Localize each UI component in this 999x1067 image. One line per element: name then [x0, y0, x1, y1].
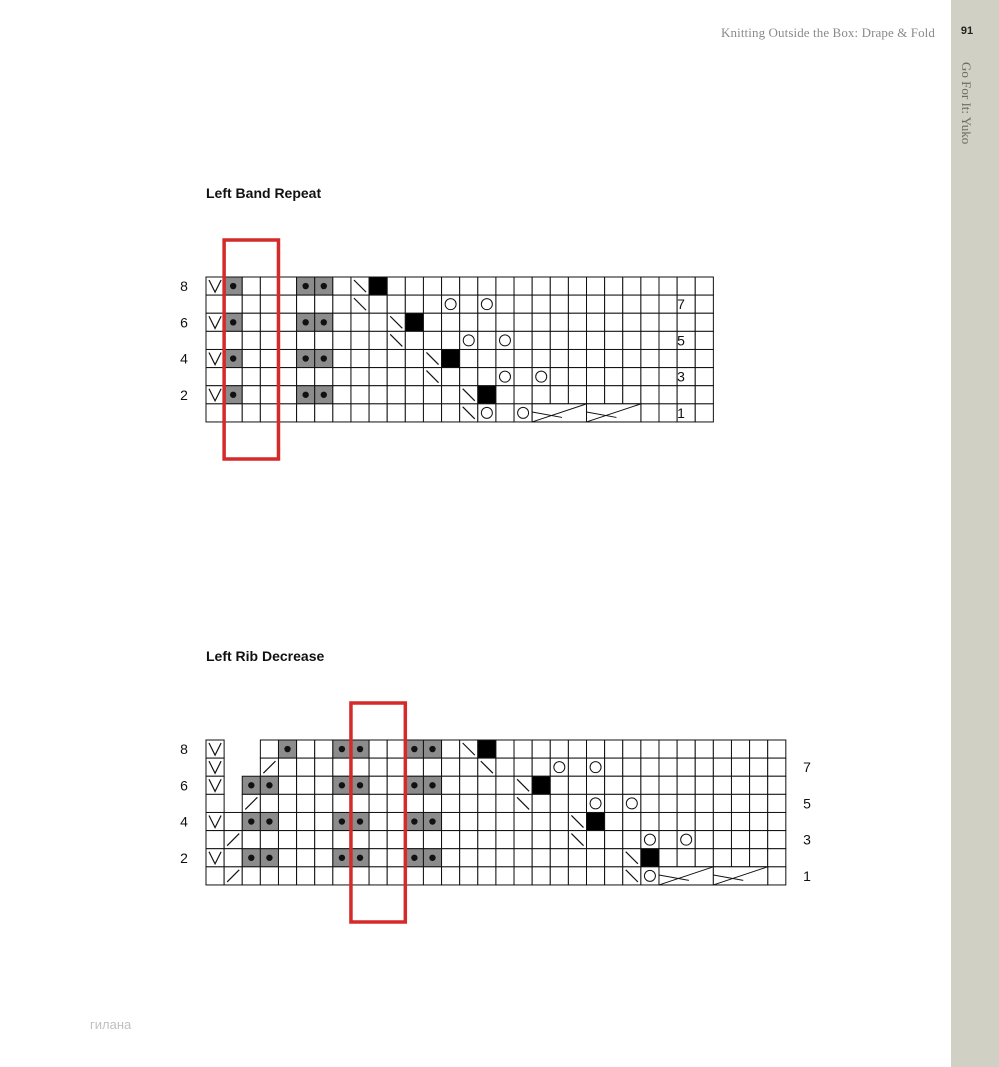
chart-cell	[641, 867, 659, 885]
chart-cell	[387, 831, 405, 849]
chart-cell	[750, 758, 768, 776]
watermark: гилана	[90, 1017, 132, 1032]
chart-cell	[532, 740, 550, 758]
row-number-right: 1	[677, 404, 685, 421]
chart-cell	[278, 758, 296, 776]
chart-cell	[731, 812, 749, 830]
purl-dot-icon	[357, 782, 363, 788]
chart-cell	[768, 812, 786, 830]
chart-cell	[442, 794, 460, 812]
chart-cell	[242, 831, 260, 849]
purl-dot-icon	[266, 855, 272, 861]
chart-cell	[297, 849, 315, 867]
row-number-left: 8	[180, 741, 188, 758]
chart-cell	[442, 849, 460, 867]
chart-cell	[423, 794, 441, 812]
purl-dot-icon	[266, 818, 272, 824]
chart-cell	[405, 867, 423, 885]
chart-cell	[587, 794, 605, 812]
chart-cell	[550, 758, 568, 776]
row-number-right: 3	[803, 831, 811, 848]
chart-cell	[478, 831, 496, 849]
row-number-left: 6	[180, 777, 188, 794]
chart-cell	[713, 740, 731, 758]
chart-cell	[677, 740, 695, 758]
chart-cell	[659, 758, 677, 776]
chart-cell	[695, 776, 713, 794]
chart-cell	[550, 776, 568, 794]
purl-dot-icon	[248, 782, 254, 788]
chart-cell	[297, 758, 315, 776]
chart-cell	[297, 740, 315, 758]
chart-cell	[750, 740, 768, 758]
chart-cell	[514, 740, 532, 758]
chart-cell	[351, 867, 369, 885]
page-number: 91	[960, 25, 974, 37]
chart-cell	[532, 776, 550, 794]
chart-cell	[442, 776, 460, 794]
chart-cell	[369, 812, 387, 830]
chart-cell	[387, 849, 405, 867]
chart-cell	[297, 867, 315, 885]
chart-cell	[605, 776, 623, 794]
chart-cell	[387, 812, 405, 830]
chart-cell	[423, 831, 441, 849]
row-number-right: 5	[677, 332, 685, 349]
chart-cell	[677, 831, 695, 849]
chart-cell	[315, 740, 333, 758]
chart-cell	[478, 794, 496, 812]
chart-cell	[333, 794, 351, 812]
chart-cell	[550, 831, 568, 849]
chart-cell	[496, 867, 514, 885]
chart-cell	[659, 812, 677, 830]
chart-cell	[369, 831, 387, 849]
chart-cell	[568, 740, 586, 758]
chart-cell	[387, 776, 405, 794]
purl-dot-icon	[339, 782, 345, 788]
purl-dot-icon	[357, 746, 363, 752]
chart-cell	[713, 758, 731, 776]
running-header: Knitting Outside the Box: Drape & Fold	[721, 25, 935, 40]
purl-dot-icon	[411, 782, 417, 788]
row-number-right: 7	[803, 759, 811, 776]
chart-cell	[532, 758, 550, 776]
chart-cell	[768, 867, 786, 885]
chart-cell	[677, 776, 695, 794]
chart-cell	[442, 812, 460, 830]
chart-cell	[587, 812, 605, 830]
chart-cell	[315, 776, 333, 794]
chart-cell	[224, 849, 242, 867]
chart-cell	[532, 794, 550, 812]
chart-cell	[369, 867, 387, 885]
chart-cell	[532, 867, 550, 885]
chart-cell	[278, 776, 296, 794]
purl-dot-icon	[429, 782, 435, 788]
chart-cell	[731, 776, 749, 794]
purl-dot-icon	[339, 818, 345, 824]
chart-title-left-rib-decrease: Left Rib Decrease	[206, 648, 325, 664]
chart-cell	[315, 867, 333, 885]
chart-cell	[442, 740, 460, 758]
purl-dot-icon	[411, 855, 417, 861]
chart-cell	[713, 794, 731, 812]
chart-cell	[623, 740, 641, 758]
chart-cell	[695, 794, 713, 812]
chart-cell	[496, 740, 514, 758]
chart-cell	[496, 849, 514, 867]
chart-cell	[731, 794, 749, 812]
chart-cell	[713, 776, 731, 794]
chart-cell	[423, 758, 441, 776]
chart-cell	[677, 758, 695, 776]
chart-cell	[659, 776, 677, 794]
row-number-right: 7	[677, 296, 685, 313]
chart-cell	[623, 812, 641, 830]
chart-cell	[695, 831, 713, 849]
chart-cell	[605, 812, 623, 830]
chart-cell	[695, 849, 713, 867]
purl-dot-icon	[429, 818, 435, 824]
chart-cell	[587, 867, 605, 885]
chart-cell	[641, 740, 659, 758]
chart-cell	[641, 776, 659, 794]
chart-cell	[224, 812, 242, 830]
sidebar-strip	[951, 0, 999, 1067]
purl-dot-icon	[248, 855, 254, 861]
chart-cell	[496, 776, 514, 794]
chart-cell	[351, 831, 369, 849]
chart-cell	[623, 794, 641, 812]
chart-cell	[659, 849, 677, 867]
chart-cell	[478, 849, 496, 867]
purl-dot-icon	[266, 782, 272, 788]
chart-cell	[768, 831, 786, 849]
row-number-left: 6	[180, 314, 188, 331]
chart-cell	[532, 831, 550, 849]
chart-cell	[568, 867, 586, 885]
chart-cell	[695, 758, 713, 776]
purl-dot-icon	[357, 818, 363, 824]
chart-cell	[568, 776, 586, 794]
chart-cell	[478, 776, 496, 794]
row-number-left: 2	[180, 386, 188, 403]
purl-dot-icon	[411, 746, 417, 752]
chart-cell	[297, 776, 315, 794]
chart-cell	[514, 812, 532, 830]
chart-cell	[641, 758, 659, 776]
chart-cell	[278, 794, 296, 812]
chart-cell	[278, 849, 296, 867]
chart-cell	[478, 812, 496, 830]
chart-cell	[460, 812, 478, 830]
chart-title-left-band-repeat: Left Band Repeat	[206, 185, 322, 201]
chart-cell	[568, 849, 586, 867]
chart-cell	[677, 849, 695, 867]
chart-cell	[750, 831, 768, 849]
chart-cell	[333, 758, 351, 776]
chart-cell	[405, 831, 423, 849]
chart-cell	[750, 849, 768, 867]
chart-cell	[496, 831, 514, 849]
chart-cell	[532, 849, 550, 867]
chart-cell	[442, 831, 460, 849]
chart-cell	[315, 849, 333, 867]
chart-cell	[369, 849, 387, 867]
row-number-left: 8	[180, 278, 188, 295]
chart-cell	[423, 867, 441, 885]
row-number-left: 2	[180, 849, 188, 866]
chart-cell	[695, 740, 713, 758]
chart-cell	[750, 776, 768, 794]
chart-cell	[641, 794, 659, 812]
chart-cell	[460, 849, 478, 867]
chart-cell	[297, 794, 315, 812]
chart-cell	[641, 812, 659, 830]
chart-cell	[641, 849, 659, 867]
chart-cell	[605, 831, 623, 849]
chart-cell	[713, 812, 731, 830]
row-number-right: 1	[803, 867, 811, 884]
side-section-label: Go For It: Yuko	[959, 62, 974, 145]
chart-cell	[460, 831, 478, 849]
chart-cell	[605, 740, 623, 758]
chart-cell	[587, 849, 605, 867]
chart-cell	[387, 794, 405, 812]
chart-cell	[369, 740, 387, 758]
chart-cell	[568, 794, 586, 812]
chart-cell	[206, 794, 224, 812]
chart-cell	[369, 776, 387, 794]
chart-cell	[514, 758, 532, 776]
chart-cell	[387, 758, 405, 776]
purl-dot-icon	[429, 746, 435, 752]
chart-cell	[405, 794, 423, 812]
chart-cell	[460, 776, 478, 794]
chart-cell	[351, 758, 369, 776]
purl-dot-icon	[339, 855, 345, 861]
chart-cell	[333, 831, 351, 849]
chart-cell	[297, 812, 315, 830]
chart-cell	[768, 849, 786, 867]
chart-cell	[605, 758, 623, 776]
chart-cell	[405, 758, 423, 776]
chart-cell	[750, 794, 768, 812]
chart-cell	[568, 758, 586, 776]
chart-cell	[731, 758, 749, 776]
chart-cell	[260, 831, 278, 849]
chart-cell	[750, 812, 768, 830]
chart-cell	[713, 831, 731, 849]
chart-cell	[315, 794, 333, 812]
chart-cell	[333, 867, 351, 885]
chart-cell	[659, 794, 677, 812]
chart-cell	[278, 812, 296, 830]
chart-cell	[695, 812, 713, 830]
chart-cell	[731, 740, 749, 758]
chart-cell	[514, 867, 532, 885]
chart-cell	[713, 849, 731, 867]
chart-cell	[315, 758, 333, 776]
purl-dot-icon	[339, 746, 345, 752]
chart-cell	[605, 849, 623, 867]
chart-cell	[550, 867, 568, 885]
chart-cell	[351, 794, 369, 812]
chart-cell	[315, 831, 333, 849]
chart-cell	[768, 794, 786, 812]
chart-cell	[731, 849, 749, 867]
row-number-left: 4	[180, 350, 188, 367]
chart-cell	[550, 812, 568, 830]
chart-cell	[260, 794, 278, 812]
chart-cell	[478, 740, 496, 758]
chart-cell	[278, 831, 296, 849]
chart-cell	[677, 794, 695, 812]
purl-dot-icon	[411, 818, 417, 824]
chart-cell	[369, 794, 387, 812]
chart-cell	[623, 776, 641, 794]
chart-cell	[641, 831, 659, 849]
chart-cell	[206, 831, 224, 849]
purl-dot-icon	[284, 746, 290, 752]
chart-cell	[460, 794, 478, 812]
chart-cell	[297, 831, 315, 849]
chart-cell	[278, 867, 296, 885]
chart-cell	[623, 831, 641, 849]
chart-cell	[514, 831, 532, 849]
chart-cell	[768, 758, 786, 776]
chart-cell	[387, 867, 405, 885]
purl-dot-icon	[429, 855, 435, 861]
chart-cell	[550, 740, 568, 758]
chart-cell	[587, 831, 605, 849]
row-number-right: 3	[677, 368, 685, 385]
chart-cell	[550, 849, 568, 867]
chart-cell	[460, 758, 478, 776]
chart-cell	[242, 867, 260, 885]
chart-cell	[514, 849, 532, 867]
purl-dot-icon	[357, 855, 363, 861]
chart-cell	[260, 867, 278, 885]
chart-cell	[587, 758, 605, 776]
row-number-right: 5	[803, 795, 811, 812]
chart-cell	[587, 776, 605, 794]
chart-cell	[496, 812, 514, 830]
chart-cell	[659, 831, 677, 849]
chart-cell	[605, 867, 623, 885]
chart-cell	[768, 776, 786, 794]
chart-cell	[315, 812, 333, 830]
chart-cell	[369, 758, 387, 776]
chart-cell	[768, 740, 786, 758]
chart-cell	[460, 867, 478, 885]
chart-cell	[496, 794, 514, 812]
chart-cell	[442, 758, 460, 776]
chart-cell	[442, 867, 460, 885]
chart-cell	[731, 831, 749, 849]
chart-cell	[677, 812, 695, 830]
chart-cell	[206, 867, 224, 885]
chart-cell	[605, 794, 623, 812]
chart-cell	[623, 758, 641, 776]
chart-cell	[659, 740, 677, 758]
chart-cell	[478, 867, 496, 885]
purl-dot-icon	[248, 818, 254, 824]
row-number-left: 4	[180, 813, 188, 830]
chart-cell	[550, 794, 568, 812]
chart-cell	[260, 740, 278, 758]
chart-cell	[496, 758, 514, 776]
chart-cell	[587, 740, 605, 758]
chart-cell	[532, 812, 550, 830]
chart-cell	[387, 740, 405, 758]
